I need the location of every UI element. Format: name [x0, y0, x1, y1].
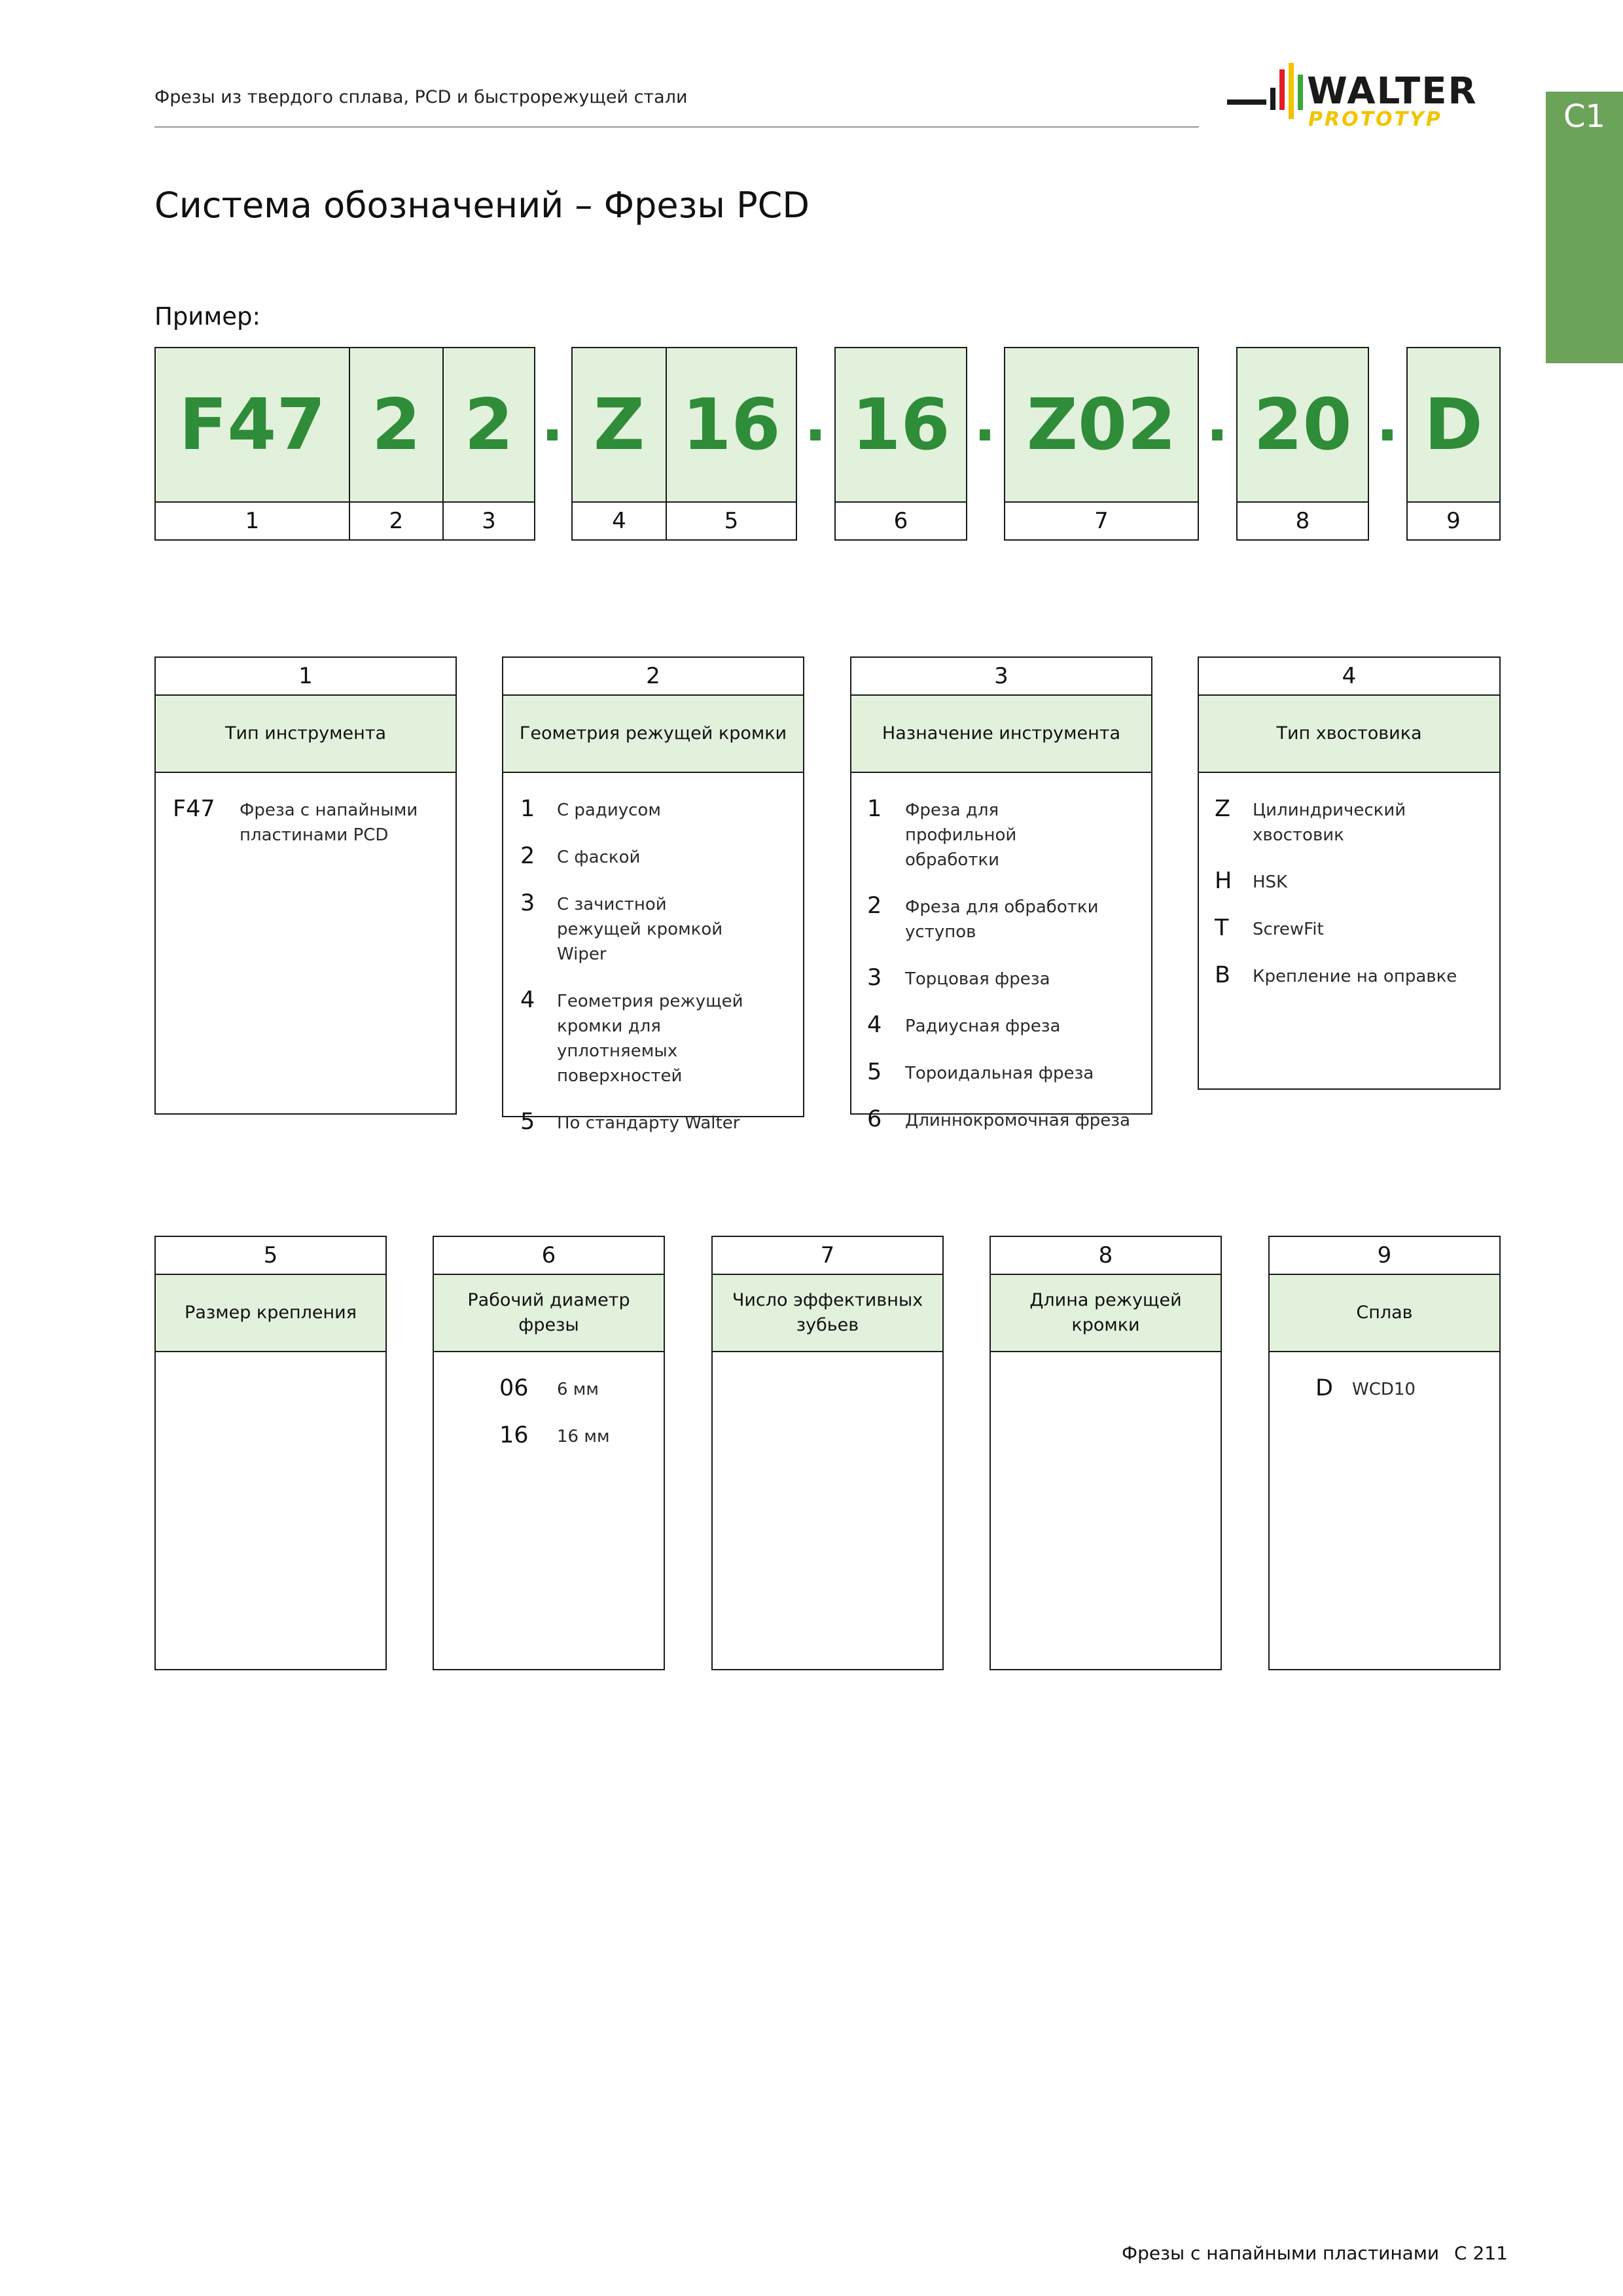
legend-items: [503, 773, 803, 1136]
legend-item-desc: 6 мм: [557, 1380, 599, 1399]
code-separator: .: [804, 386, 827, 455]
code-group-1: [154, 347, 535, 541]
legend-item-desc: Цилиндрический хвостовик: [1253, 800, 1406, 845]
code-cell: [1005, 348, 1198, 539]
legend-item-desc: С зачистной режущей кромкой Wiper: [557, 895, 723, 964]
header-text: Фрезы из твердого сплава, PCD и быстрорежущей стали: [154, 87, 688, 107]
legend-item: [503, 988, 803, 1088]
legend-item-desc: С радиусом: [557, 800, 661, 820]
legend-item: [503, 891, 803, 967]
legend-item-code: 4: [520, 987, 535, 1013]
legend-number: 6: [434, 1237, 664, 1275]
legend-title: Рабочий диаметр фрезы: [434, 1275, 664, 1352]
legend-title: Число эффективных зубьев: [713, 1275, 942, 1352]
legend-item-code: 4: [867, 1012, 882, 1038]
code-position: 7: [1005, 503, 1198, 539]
legend-box-1: [154, 656, 457, 1115]
legend-title: Тип хвостовика: [1199, 696, 1499, 773]
legend-box-9: [1268, 1236, 1501, 1670]
footer-text: Фрезы с напайными пластинами: [1122, 2242, 1440, 2264]
example-label: Пример:: [154, 302, 260, 331]
code-value: 16: [836, 348, 966, 503]
legend-item-desc: Фреза для обработки уступов: [905, 897, 1099, 942]
code-cell: [836, 348, 966, 539]
legend-title: Назначение инструмента: [851, 696, 1151, 773]
legend-box-8: [990, 1236, 1222, 1670]
legend-title: Тип инструмента: [156, 696, 455, 773]
code-position: 6: [836, 503, 966, 539]
code-value: Z: [573, 348, 666, 503]
legend-item-desc: ScrewFit: [1253, 920, 1324, 939]
legend-items: [1270, 1352, 1499, 1402]
code-cell: [156, 348, 349, 539]
legend-number: 9: [1270, 1237, 1499, 1275]
legend-title: Размер крепления: [156, 1275, 385, 1352]
page-title: Система обозначений – Фрезы PCD: [154, 185, 810, 226]
legend-item: [851, 965, 1151, 992]
legend-item-code: 5: [520, 1109, 535, 1135]
legend-item-code: 16: [499, 1422, 529, 1448]
code-value: F47: [156, 348, 349, 503]
legend-item-desc: Длиннокромочная фреза: [905, 1111, 1131, 1130]
header-divider: [154, 126, 1199, 128]
legend-item-desc: WCD10: [1352, 1380, 1416, 1399]
legend-number: 4: [1199, 658, 1499, 696]
section-tab-label: C1: [1563, 98, 1606, 135]
legend-item-desc: Тороидальная фреза: [905, 1064, 1094, 1083]
code-position: 3: [444, 503, 534, 539]
legend-item-code: D: [1315, 1375, 1333, 1401]
code-group-5: [1236, 347, 1369, 541]
legend-box-6: [433, 1236, 665, 1670]
legend-item: [1199, 869, 1499, 895]
legend-item-desc: 16 мм: [557, 1427, 610, 1446]
code-group-4: [1004, 347, 1199, 541]
legend-box-4: [1198, 656, 1501, 1090]
code-position: 2: [350, 503, 442, 539]
legend-item-code: 3: [867, 965, 882, 991]
legend-item-desc: По стандарту Walter: [557, 1113, 740, 1133]
legend-item-code: 06: [499, 1375, 529, 1401]
legend-item-code: F47: [173, 796, 215, 822]
legend-items: [156, 773, 455, 848]
legend-item: [503, 797, 803, 823]
code-separator: .: [1376, 386, 1399, 455]
legend-title: Геометрия режущей кромки: [503, 696, 803, 773]
code-group-2: [571, 347, 797, 541]
code-position: 8: [1238, 503, 1368, 539]
code-position: 4: [573, 503, 666, 539]
code-value: D: [1408, 348, 1499, 503]
code-cell: [666, 348, 796, 539]
svg-text:WALTER: WALTER: [1307, 70, 1478, 113]
legend-item-desc: Геометрия режущей кромки для уплотняемых поверхностей: [557, 992, 743, 1086]
walter-prototyp-logo: [1227, 60, 1502, 132]
code-value: 2: [444, 348, 534, 503]
legend-item-code: 1: [520, 796, 535, 822]
legend-item-desc: Фреза для профильной обработки: [905, 800, 1017, 870]
legend-item-code: Z: [1215, 796, 1230, 822]
legend-items: [851, 773, 1151, 1133]
legend-box-7: [711, 1236, 944, 1670]
legend-item-desc: Радиусная фреза: [905, 1016, 1061, 1036]
legend-item: [503, 844, 803, 870]
code-group-3: [834, 347, 967, 541]
legend-item: [851, 893, 1151, 944]
code-separator: .: [1205, 386, 1229, 455]
code-position: 1: [156, 503, 349, 539]
code-position: 9: [1408, 503, 1499, 539]
legend-item-code: B: [1215, 962, 1231, 988]
legend-item-desc: Фреза с напайными пластинами PCD: [240, 800, 418, 845]
legend-item-code: 3: [520, 890, 535, 916]
legend-items: [713, 1352, 942, 1376]
legend-item: [1199, 797, 1499, 848]
legend-items: [991, 1352, 1221, 1376]
legend-box-3: [850, 656, 1152, 1132]
legend-box-2: [502, 656, 804, 1135]
legend-item-code: 2: [520, 843, 535, 869]
legend-number: 3: [851, 658, 1151, 696]
legend-items: [434, 1352, 664, 1449]
legend-item-desc: Торцовая фреза: [905, 969, 1050, 989]
code-cell: [442, 348, 534, 539]
legend-number: 2: [503, 658, 803, 696]
code-separator: .: [541, 386, 564, 455]
code-separator: .: [973, 386, 997, 455]
page-number: C 211: [1454, 2242, 1508, 2264]
legend-item: [851, 1107, 1151, 1133]
legend-title: Длина режущей кромки: [991, 1275, 1221, 1352]
legend-item: [851, 797, 1151, 872]
legend-items: [1199, 773, 1499, 989]
code-cell: [1238, 348, 1368, 539]
legend-item: [1199, 963, 1499, 989]
legend-number: 1: [156, 658, 455, 696]
svg-text:PROTOTYP: PROTOTYP: [1308, 108, 1442, 131]
code-value: Z02: [1005, 348, 1198, 503]
legend-item: [503, 1109, 803, 1136]
legend-number: 8: [991, 1237, 1221, 1275]
code-cell: [573, 348, 666, 539]
legend-item-code: T: [1215, 915, 1229, 941]
legend-item: [434, 1423, 664, 1449]
legend-item-desc: С фаской: [557, 848, 641, 867]
legend-item: [851, 1060, 1151, 1086]
legend-item-desc: HSK: [1253, 872, 1288, 892]
legend-item-desc: Крепление на оправке: [1253, 967, 1457, 986]
code-cell: [349, 348, 442, 539]
legend-item: [156, 797, 455, 848]
legend-item: [1270, 1376, 1499, 1402]
code-value: 16: [667, 348, 796, 503]
legend-title: Сплав: [1270, 1275, 1499, 1352]
legend-item: [851, 1013, 1151, 1039]
code-value: 2: [350, 348, 442, 503]
code-group-6: [1406, 347, 1501, 541]
legend-number: 5: [156, 1237, 385, 1275]
legend-item-code: 5: [867, 1059, 882, 1085]
code-position: 5: [667, 503, 796, 539]
legend-item: [434, 1376, 664, 1402]
legend-item: [1199, 916, 1499, 942]
legend-item-code: 1: [867, 796, 882, 822]
legend-item-code: H: [1215, 868, 1232, 894]
legend-items: [156, 1352, 385, 1376]
legend-item-code: 2: [867, 893, 882, 919]
code-cell: [1408, 348, 1499, 539]
legend-number: 7: [713, 1237, 942, 1275]
legend-box-5: [154, 1236, 387, 1670]
code-value: 20: [1238, 348, 1368, 503]
legend-item-code: 6: [867, 1106, 882, 1132]
